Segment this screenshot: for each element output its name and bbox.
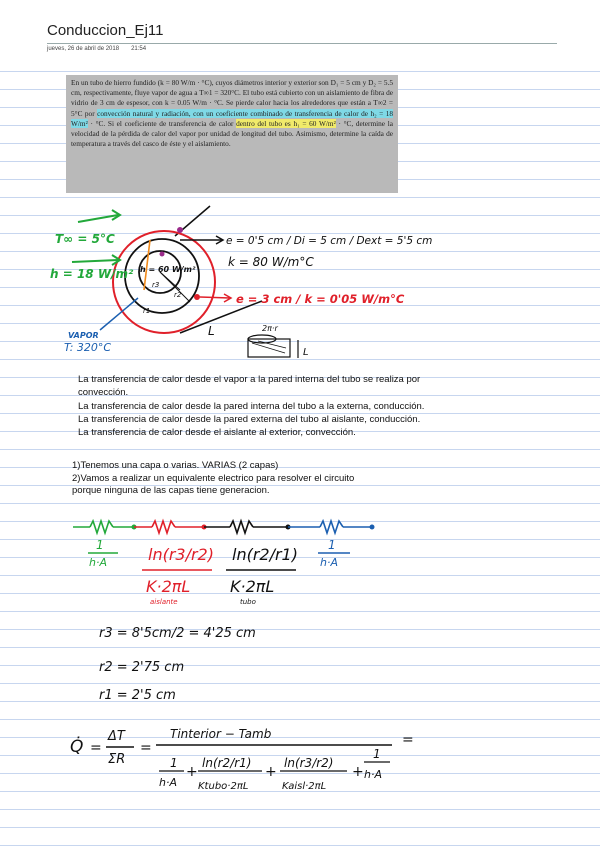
step-line: porque ninguna de las capas tiene generacion.: [72, 485, 270, 497]
resistor-insulation: [152, 521, 175, 533]
eq-plus-2: +: [265, 764, 277, 780]
problem-text-3: · °C, determine la velocidad de la pérdida de calor del vapor por unidad de longitud del tubo. Asimismo, determine la caída de temperatura a través del casco de éste y el aislamiento.: [71, 118, 393, 149]
r-insulation-sub: aislante: [150, 598, 178, 606]
cylinder-length-label: L: [303, 347, 309, 358]
problem-highlight-yellow: dentro del tubo es h₁ = 60 W/m²: [236, 118, 336, 128]
insulation-outer-circle: [113, 231, 215, 333]
tube-thickness-label: e = 0'5 cm / Di = 5 cm / Dext = 5'5 cm: [226, 235, 433, 247]
ambient-temp-label: T∞ = 5°C: [55, 232, 115, 246]
tube-surface-dot: [160, 252, 165, 257]
vapor-temp-label: T: 320°C: [64, 341, 112, 354]
outer-surface-dot: [177, 227, 183, 233]
eq-term4-num: 1: [373, 747, 381, 761]
eq-term1-num: 1: [170, 756, 178, 770]
problem-text-2: · °C. Si el coeficiente de transferencia de calor: [87, 118, 237, 128]
inner-h-label: h = 60 W/m²: [140, 265, 196, 274]
problem-highlight-cyan: convección natural y radiación, con un coeficiente combinado de transferencia de calor de h₂ = 18 W/m²: [71, 108, 394, 128]
r-insulation-den: K·2πL: [146, 577, 191, 596]
arrow-mid-shaft: [72, 260, 118, 262]
note-line: convección.: [78, 387, 129, 399]
note-line: La transferencia de calor desde la pared externa del tubo al aislante, conducción.: [78, 413, 421, 425]
radius-r1-value: r1 = 2'5 cm: [99, 688, 176, 703]
tube-k-label: k = 80 W/m°C: [228, 255, 314, 269]
r-tube-num: ln(r2/r1): [232, 545, 298, 564]
eq-term3-num: ln(r3/r2): [284, 756, 334, 770]
arrow-top-shaft: [78, 215, 118, 222]
resistor-conv-outer: [90, 521, 113, 533]
eq-q: Q̇: [70, 737, 84, 757]
radius-r3-value: r3 = 8'5cm/2 = 4'25 cm: [99, 626, 256, 641]
resistor-conv-inner: [320, 521, 343, 533]
step-line: 2)Vamos a realizar un equivalente electrico para resolver el circuito: [72, 472, 355, 484]
radius-r2-value: r2 = 2'75 cm: [99, 660, 185, 675]
node-blue: [370, 525, 375, 530]
r-insulation-num: ln(r3/r2): [148, 545, 214, 564]
vapor-arrow: [100, 298, 138, 330]
note-line: La transferencia de calor desde el vapor a la pared interna del tubo se realiza por: [78, 374, 421, 385]
page-time: 21:54: [131, 46, 147, 52]
solution-steps: [72, 460, 354, 498]
eq-sum-r: ΣR: [108, 752, 126, 767]
pipe-diagram: [113, 206, 262, 338]
outer-h-label: h = 18 W/m²: [50, 267, 134, 281]
eq-delta-t: ΔT: [108, 729, 125, 744]
problem-text-1: En un tubo de hierro fundido (k = 80 W/m · °C), cuyos diámetros interior y exterior son D₁ = 5 cm y D₂ = 5.5 cm, respectivamente, fluye vapor de agua a T∞1 = 320°C. El tubo está cubierto con un aislamiento de fibra de vidrio de 3 cm de espesor, con k = 0.05 W/m · °C. Se pierde calor hacia los alrededores que están a T∞2 = 5°C por: [71, 78, 393, 118]
eq-equal-1: =: [90, 740, 102, 756]
r1-label: r1: [143, 307, 151, 315]
r3-label: r3: [152, 281, 160, 289]
eq-term1-den: h·A: [159, 776, 177, 789]
insulation-dot: [194, 294, 200, 300]
cylinder-area-label: 2π·r: [262, 324, 278, 333]
eq-plus-1: +: [186, 764, 198, 780]
r-conv-inner-den: h·A: [320, 556, 338, 569]
heat-rate-equation: [70, 727, 414, 792]
eq-equal-2: =: [140, 740, 152, 756]
explanation-notes: [78, 373, 424, 439]
eq-term3-den: Kaisl·2πL: [282, 781, 327, 792]
radius-r1-line: [160, 272, 180, 290]
page-title: Conduccion_Ej11: [47, 22, 164, 39]
cylinder-hatch-1: [252, 343, 285, 353]
insulation-label: e = 3 cm / k = 0'05 W/m°C: [236, 292, 405, 306]
r-conv-outer-num: 1: [96, 538, 104, 552]
r-tube-den: K·2πL: [230, 577, 275, 596]
thermal-circuit: [73, 521, 375, 533]
eq-term4-den: h·A: [364, 768, 382, 781]
vapor-label: VAPOR: [68, 331, 99, 340]
r-conv-outer-den: h·A: [89, 556, 107, 569]
note-line: La transferencia de calor desde la pared interna del tubo a la externa, conducción.: [78, 400, 425, 412]
insulation-arrow: [200, 297, 230, 298]
step-line: 1)Tenemos una capa o varias. VARIAS (2 capas): [72, 460, 279, 471]
note-line: La transferencia de calor desde el aislante al exterior, convección.: [78, 427, 356, 439]
eq-term2-den: Ktubo·2πL: [198, 781, 249, 792]
eq-equal-3: =: [402, 732, 414, 748]
r2-label: r2: [174, 291, 182, 299]
cylinder-sketch: [248, 324, 309, 358]
eq-plus-3: +: [352, 764, 364, 780]
r-conv-inner-num: 1: [328, 538, 336, 552]
eq-numerator: Tinterior − Tamb: [170, 727, 272, 741]
page-date: jueves, 26 de abril de 2018: [47, 46, 120, 52]
resistor-tube: [230, 521, 253, 533]
tube-outer-circle: [125, 239, 199, 313]
r-tube-sub: tubo: [240, 598, 256, 606]
length-label: L: [208, 324, 215, 338]
eq-term2-num: ln(r2/r1): [202, 756, 252, 770]
